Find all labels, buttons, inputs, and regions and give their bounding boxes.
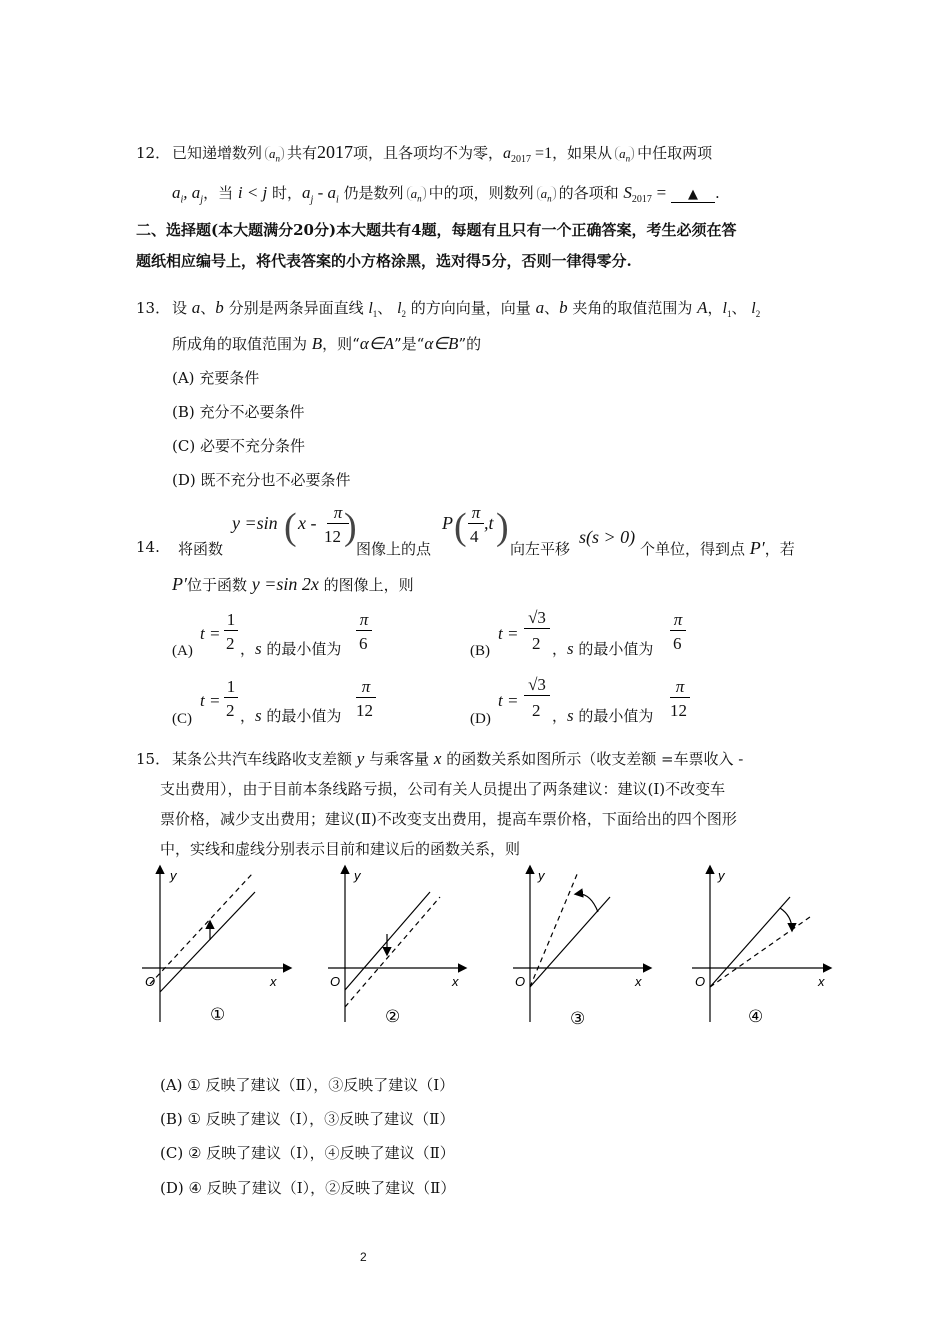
q13-option-a: (A) 充要条件 [172,369,260,387]
graph-2-label: ② [385,1007,401,1026]
q15-line1: 某条公共汽车线路收支差额 y 与乘客量 x 的函数关系如图所示（收支差额 =车票收入 - [172,749,744,768]
q13-line1: 设 a、b 分别是两条异面直线 $l_1$、 $l_2$ 的方向向量，向量 a、b 夹角的取值范围为 A，$l_1$、 $l_2$ [172,298,761,319]
graph-3-x-label: x [635,974,642,989]
q14-number: 14. [136,538,160,556]
graph-2-y-label: y [354,868,361,883]
q14-option-b: (B) t = √3 2 ，s 的最小值为 π 6 [470,610,750,665]
q12-number: 12． [136,144,171,162]
q12-line2: $a_i$, $a_j$，当 i < j 时，$a_j - a_i$ 仍是数列 $a_n$ 中的项，则数列 $a_n$ 的各项和 $S_{2017}$ = ▲ . [172,183,720,206]
q15-line4: 中，实线和虚线分别表示目前和建议后的函数关系，则 [160,840,521,858]
section2-heading-line1: 二、选择题(本大题满分20分)本大题共有4题，每题有且只有一个正确答案，考生必须在答 [136,221,737,239]
graph-2 [328,867,465,1026]
q15-line3: 票价格，减少支出费用；建议(Ⅱ)不改变支出费用，提高车票价格，下面给出的四个图形 [160,810,737,828]
q15-option-d: (D) ④ 反映了建议（Ⅰ），②反映了建议（Ⅱ） [160,1179,456,1197]
graph-2-origin: O [330,974,341,989]
graph-1-origin: O [145,974,156,989]
graph-4-x-label: x [818,974,825,989]
q15-option-c: (C) ② 反映了建议（Ⅰ），④反映了建议（Ⅱ） [160,1144,455,1162]
graph-4-origin: O [695,974,706,989]
graph-4-label: ④ [748,1007,764,1026]
graph-1 [142,867,290,1024]
q15-graphs [130,862,840,1034]
q13-option-c: (C) 必要不充分条件 [172,437,305,455]
page-number: 2 [360,1250,367,1264]
q13-option-d: (D) 既不充分也不必要条件 [172,471,351,489]
q12-answer-blank: ▲ [671,187,715,203]
q15-option-b: (B) ① 反映了建议（Ⅰ），③反映了建议（Ⅱ） [160,1110,455,1128]
graph-3-label: ③ [570,1009,586,1028]
q14-option-c: (C) t = 1 2 ，s 的最小值为 π 12 [172,677,452,732]
q14-option-a: (A) t = 1 2 ，s 的最小值为 π 6 [172,610,452,665]
q13-option-b: (B) 充分不必要条件 [172,403,305,421]
graph-1-y-label: y [170,868,177,883]
graph-2-x-label: x [452,974,459,989]
q14-line2: P′位于函数 y =sin 2x 的图像上，则 [172,574,414,594]
graph-3-y-label: y [538,868,545,883]
graph-1-label: ① [210,1005,226,1024]
q15-number: 15． [136,750,171,768]
graph-3-origin: O [515,974,526,989]
q13-number: 13． [136,299,171,317]
q12-line1: 已知递增数列 $a_n$ 共有2017项，且各项均不为零，$a_{2017} =1$，如果从 $a_n$ 中任取两项 [172,142,713,165]
section2-heading-line2: 题纸相应编号上，将代表答案的小方格涂黑，选对得5分，否则一律得零分. [136,252,632,270]
q14-option-d: (D) t = √3 2 ，s 的最小值为 π 12 [470,677,750,732]
q15-option-a: (A) ① 反映了建议（Ⅱ），③反映了建议（Ⅰ） [160,1076,455,1094]
q15-line2: 支出费用），由于目前本条线路亏损，公司有关人员提出了两条建议：建议(I)不改变车 [160,780,726,798]
graph-3 [513,867,650,1028]
q13-line2: 所成角的取值范围为 B，则“α∈A”是“α∈B”的 [172,334,482,353]
graph-1-x-label: x [270,974,277,989]
graph-4-y-label: y [718,868,725,883]
graph-4 [692,867,830,1026]
